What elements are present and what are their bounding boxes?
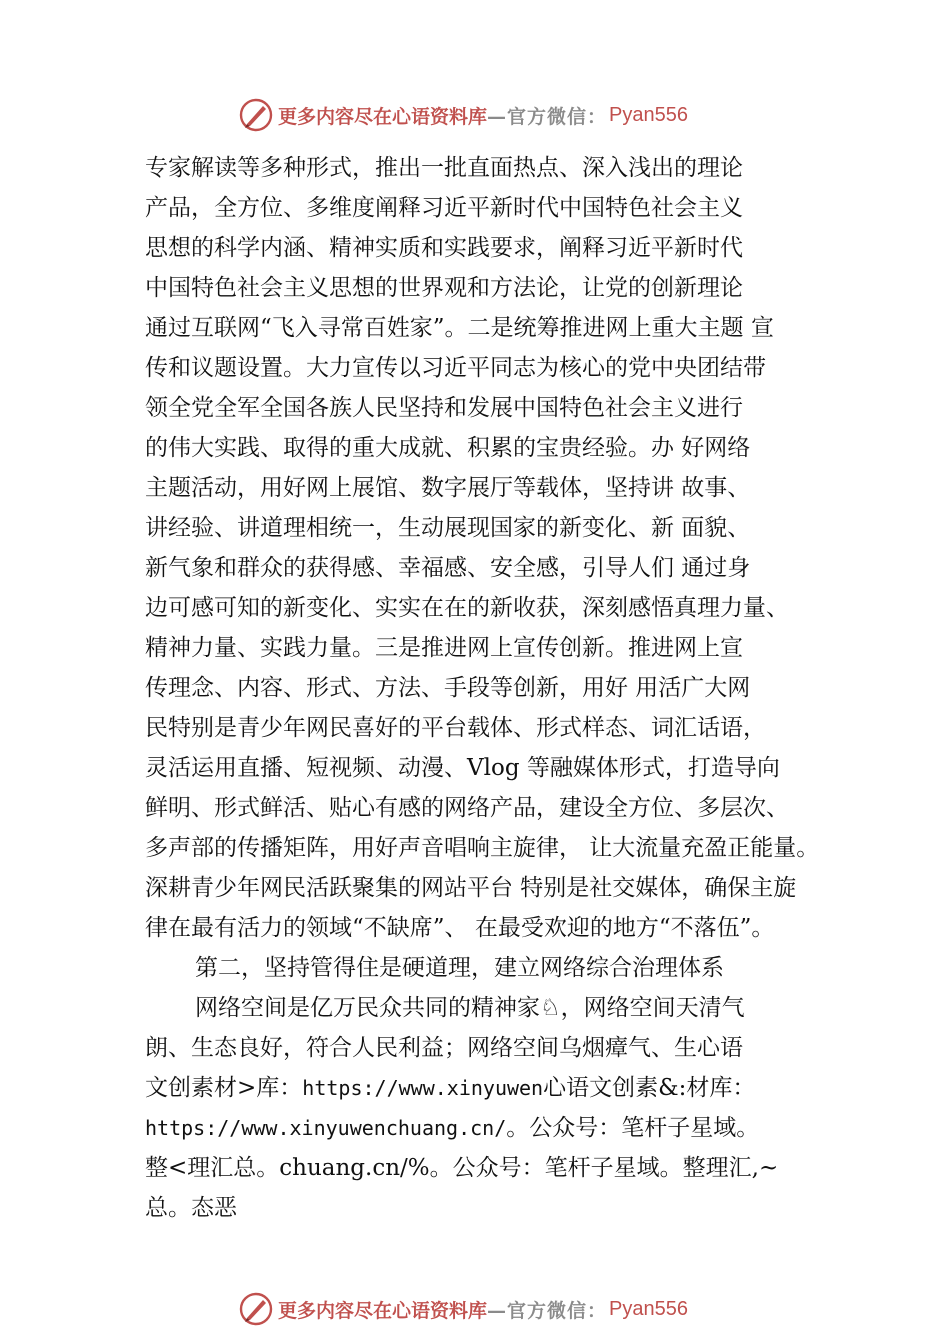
url-line-text: 。公众号：笔杆子星域。 [506, 1115, 760, 1141]
body-line: 领全党全军全国各族人民坚持和发展中国特色社会主义进行 [145, 395, 743, 421]
body-line: 中国特色社会主义思想的世界观和方法论，让党的创新理论 [145, 275, 743, 301]
url-line [145, 1108, 865, 1148]
body-line: 传理念、内容、形式、方法、手段等创新，用好 用活广大网 [145, 675, 751, 701]
watermark-red-text: 更多内容尽在心语资料库 [278, 105, 488, 128]
body-line: 鲜明、形式鲜活、贴心有感的网络产品，建设全方位、多层次、 [145, 795, 789, 821]
header-watermark [238, 95, 688, 135]
url-text: https://www.xinyuwen [302, 1076, 544, 1100]
paragraph-line: 网络空间是亿万民众共同的精神家♘，网络空间天清气 [195, 995, 745, 1021]
tail-line: 总。态恶 [145, 1195, 237, 1221]
pen-logo-icon [238, 97, 274, 133]
tail-line: 整<理汇总。chuang.cn/%。公众号：笔杆子星域。整理汇,~ [145, 1155, 779, 1181]
body-line: 通过互联网“飞入寻常百姓家”。二是统筹推进网上重大主题 宣 [145, 315, 774, 341]
url-text: https://www.xinyuwenchuang.cn/ [145, 1116, 507, 1140]
body-line: 精神力量、实践力量。三是推进网上宣传创新。推进网上宣 [145, 635, 743, 661]
document-body [145, 148, 865, 1228]
watermark-gray-text: —官方微信： [487, 1299, 608, 1322]
pen-logo-icon [238, 1291, 274, 1327]
section-heading: 第二，坚持管得住是硬道理，建立网络综合治理体系 [195, 955, 724, 981]
body-line: 民特别是青少年网民喜好的平台载体、形式样态、词汇话语， [145, 715, 766, 741]
body-line: 讲经验、讲道理相统一，生动展现国家的新变化、新 面貌、 [145, 515, 751, 541]
watermark-gray-text: —官方微信： [487, 105, 608, 128]
url-line-text: 文创素材>库： [145, 1075, 303, 1101]
body-line: 专家解读等多种形式，推出一批直面热点、深入浅出的理论 [145, 155, 743, 181]
body-line: 边可感可知的新变化、实实在在的新收获，深刻感悟真理力量、 [145, 595, 789, 621]
paragraph-line: 朗、生态良好，符合人民利益；网络空间乌烟瘴气、生心语 [145, 1035, 743, 1061]
body-line: 主题活动，用好网上展馆、数字展厅等载体，坚持讲 故事、 [145, 475, 751, 501]
body-line: 的伟大实践、取得的重大成就、积累的宝贵经验。办 好网络 [145, 435, 751, 461]
body-line: 多声部的传播矩阵，用好声音唱响主旋律， 让大流量充盈正能量。 [145, 835, 820, 861]
watermark-id-text: Pyan556 [609, 1297, 688, 1320]
url-line-text: 心语文创素&:材库： [543, 1075, 756, 1101]
body-line: 律在最有活力的领域“不缺席”、 在最受欢迎的地方“不落伍”。 [145, 915, 775, 941]
footer-watermark [238, 1289, 688, 1329]
body-line: 产品，全方位、多维度阐释习近平新时代中国特色社会主义 [145, 195, 743, 221]
body-line: 传和议题设置。大力宣传以习近平同志为核心的党中央团结带 [145, 355, 766, 381]
body-line: 思想的科学内涵、精神实质和实践要求，阐释习近平新时代 [145, 235, 743, 261]
body-line: 深耕青少年网民活跃聚集的网站平台 特别是社交媒体，确保主旋 [145, 875, 797, 901]
watermark-red-text: 更多内容尽在心语资料库 [278, 1299, 488, 1322]
url-line [145, 1068, 865, 1108]
watermark-id-text: Pyan556 [609, 103, 688, 126]
body-line: 灵活运用直播、短视频、动漫、Vlog 等融媒体形式，打造导向 [145, 755, 780, 781]
body-line: 新气象和群众的获得感、幸福感、安全感，引导人们 通过身 [145, 555, 751, 581]
